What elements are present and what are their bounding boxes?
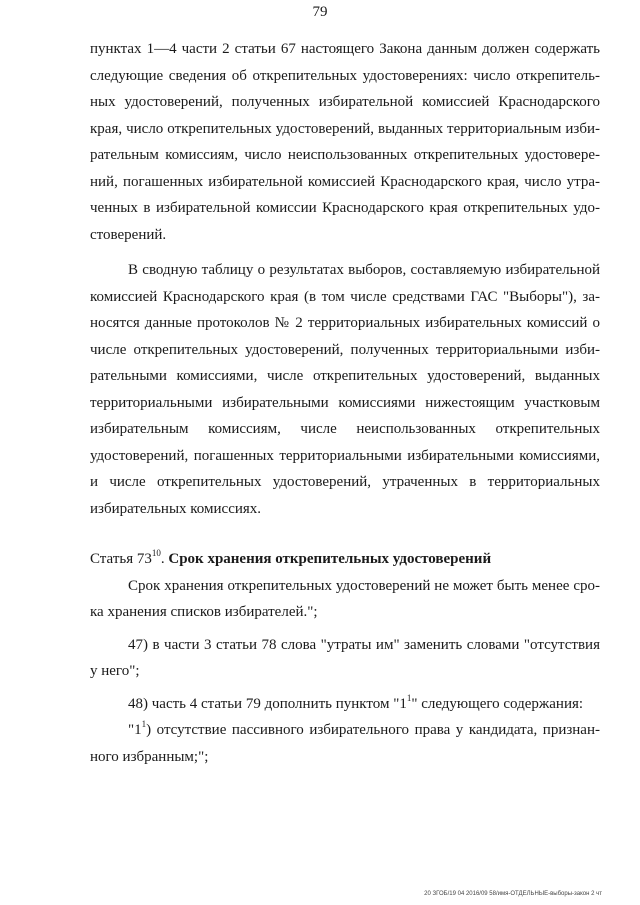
article-title: Срок хранения открепительных удостоверений xyxy=(168,551,492,567)
paragraph-6-start: "1 xyxy=(128,722,142,738)
paragraph-6 xyxy=(90,717,600,770)
footer-file-reference: 20 ЗГОБ/19 04 2016/09 58/имя-ОТДЕЛЬНЫЕ-выборы-закон 2 чт xyxy=(424,891,602,897)
paragraph-6-end: ) отсутствие пассивного избирательного права у кандидата, признанного избранным;"; xyxy=(90,722,600,765)
paragraph-5-end: " следующего содержания: xyxy=(411,695,584,712)
paragraph-3: Срок хранения открепительных удостоверений не может быть менее срока хранения списков избирателей."; xyxy=(90,577,600,620)
paragraph-5 xyxy=(90,691,600,718)
paragraph-1: пунктах 1—4 части 2 статьи 67 настоящего Закона данным должен содержать следующие сведения об открепительных удостоверениях: число открепительных удостоверений, полученных избирательной комиссией Краснодарского края, число открепительных удостоверений, выданных территориальным избирательным комиссиям, число неиспользованных открепительных удостоверений, погашенных избирательной комиссией Краснодарского края, число утраченных в избирательной комиссии Краснодарского края открепительных удостоверений. xyxy=(90,41,600,243)
paragraph-5-superscript: 1 xyxy=(406,692,412,703)
paragraph-5-start: 48) часть 4 статьи 79 дополнить пунктом "1 xyxy=(128,695,407,712)
page-number: 79 xyxy=(312,4,328,20)
paragraph-4: 47) в части 3 статьи 78 слова "утраты им" заменить словами "отсутствия у него"; xyxy=(90,636,600,679)
paragraph-6-superscript: 1 xyxy=(141,719,147,729)
document-body xyxy=(90,36,600,770)
article-heading xyxy=(90,546,600,573)
article-number: Статья 73 xyxy=(90,551,152,567)
article-dot: . xyxy=(160,551,169,567)
article-number-superscript: 10 xyxy=(151,548,161,558)
paragraph-2: В сводную таблицу о результатах выборов, составляемую избирательной комиссией Краснодарского края (в том числе средствами ГАС "Выборы"), заносятся данные протоколов № 2 территориальных избирательных комиссий о числе открепительных удостоверений, полученных территориальными избирательными комиссиями, числе открепительных удостоверений, выданных территориальными избирательными комиссиями нижестоящим участковым избирательным комиссиям, числе неиспользованных открепительных удостоверений, погашенных территориальными избирательными комиссиями, и числе открепительных удостоверений, утраченных в территориальных избирательных комиссиях. xyxy=(90,262,600,517)
